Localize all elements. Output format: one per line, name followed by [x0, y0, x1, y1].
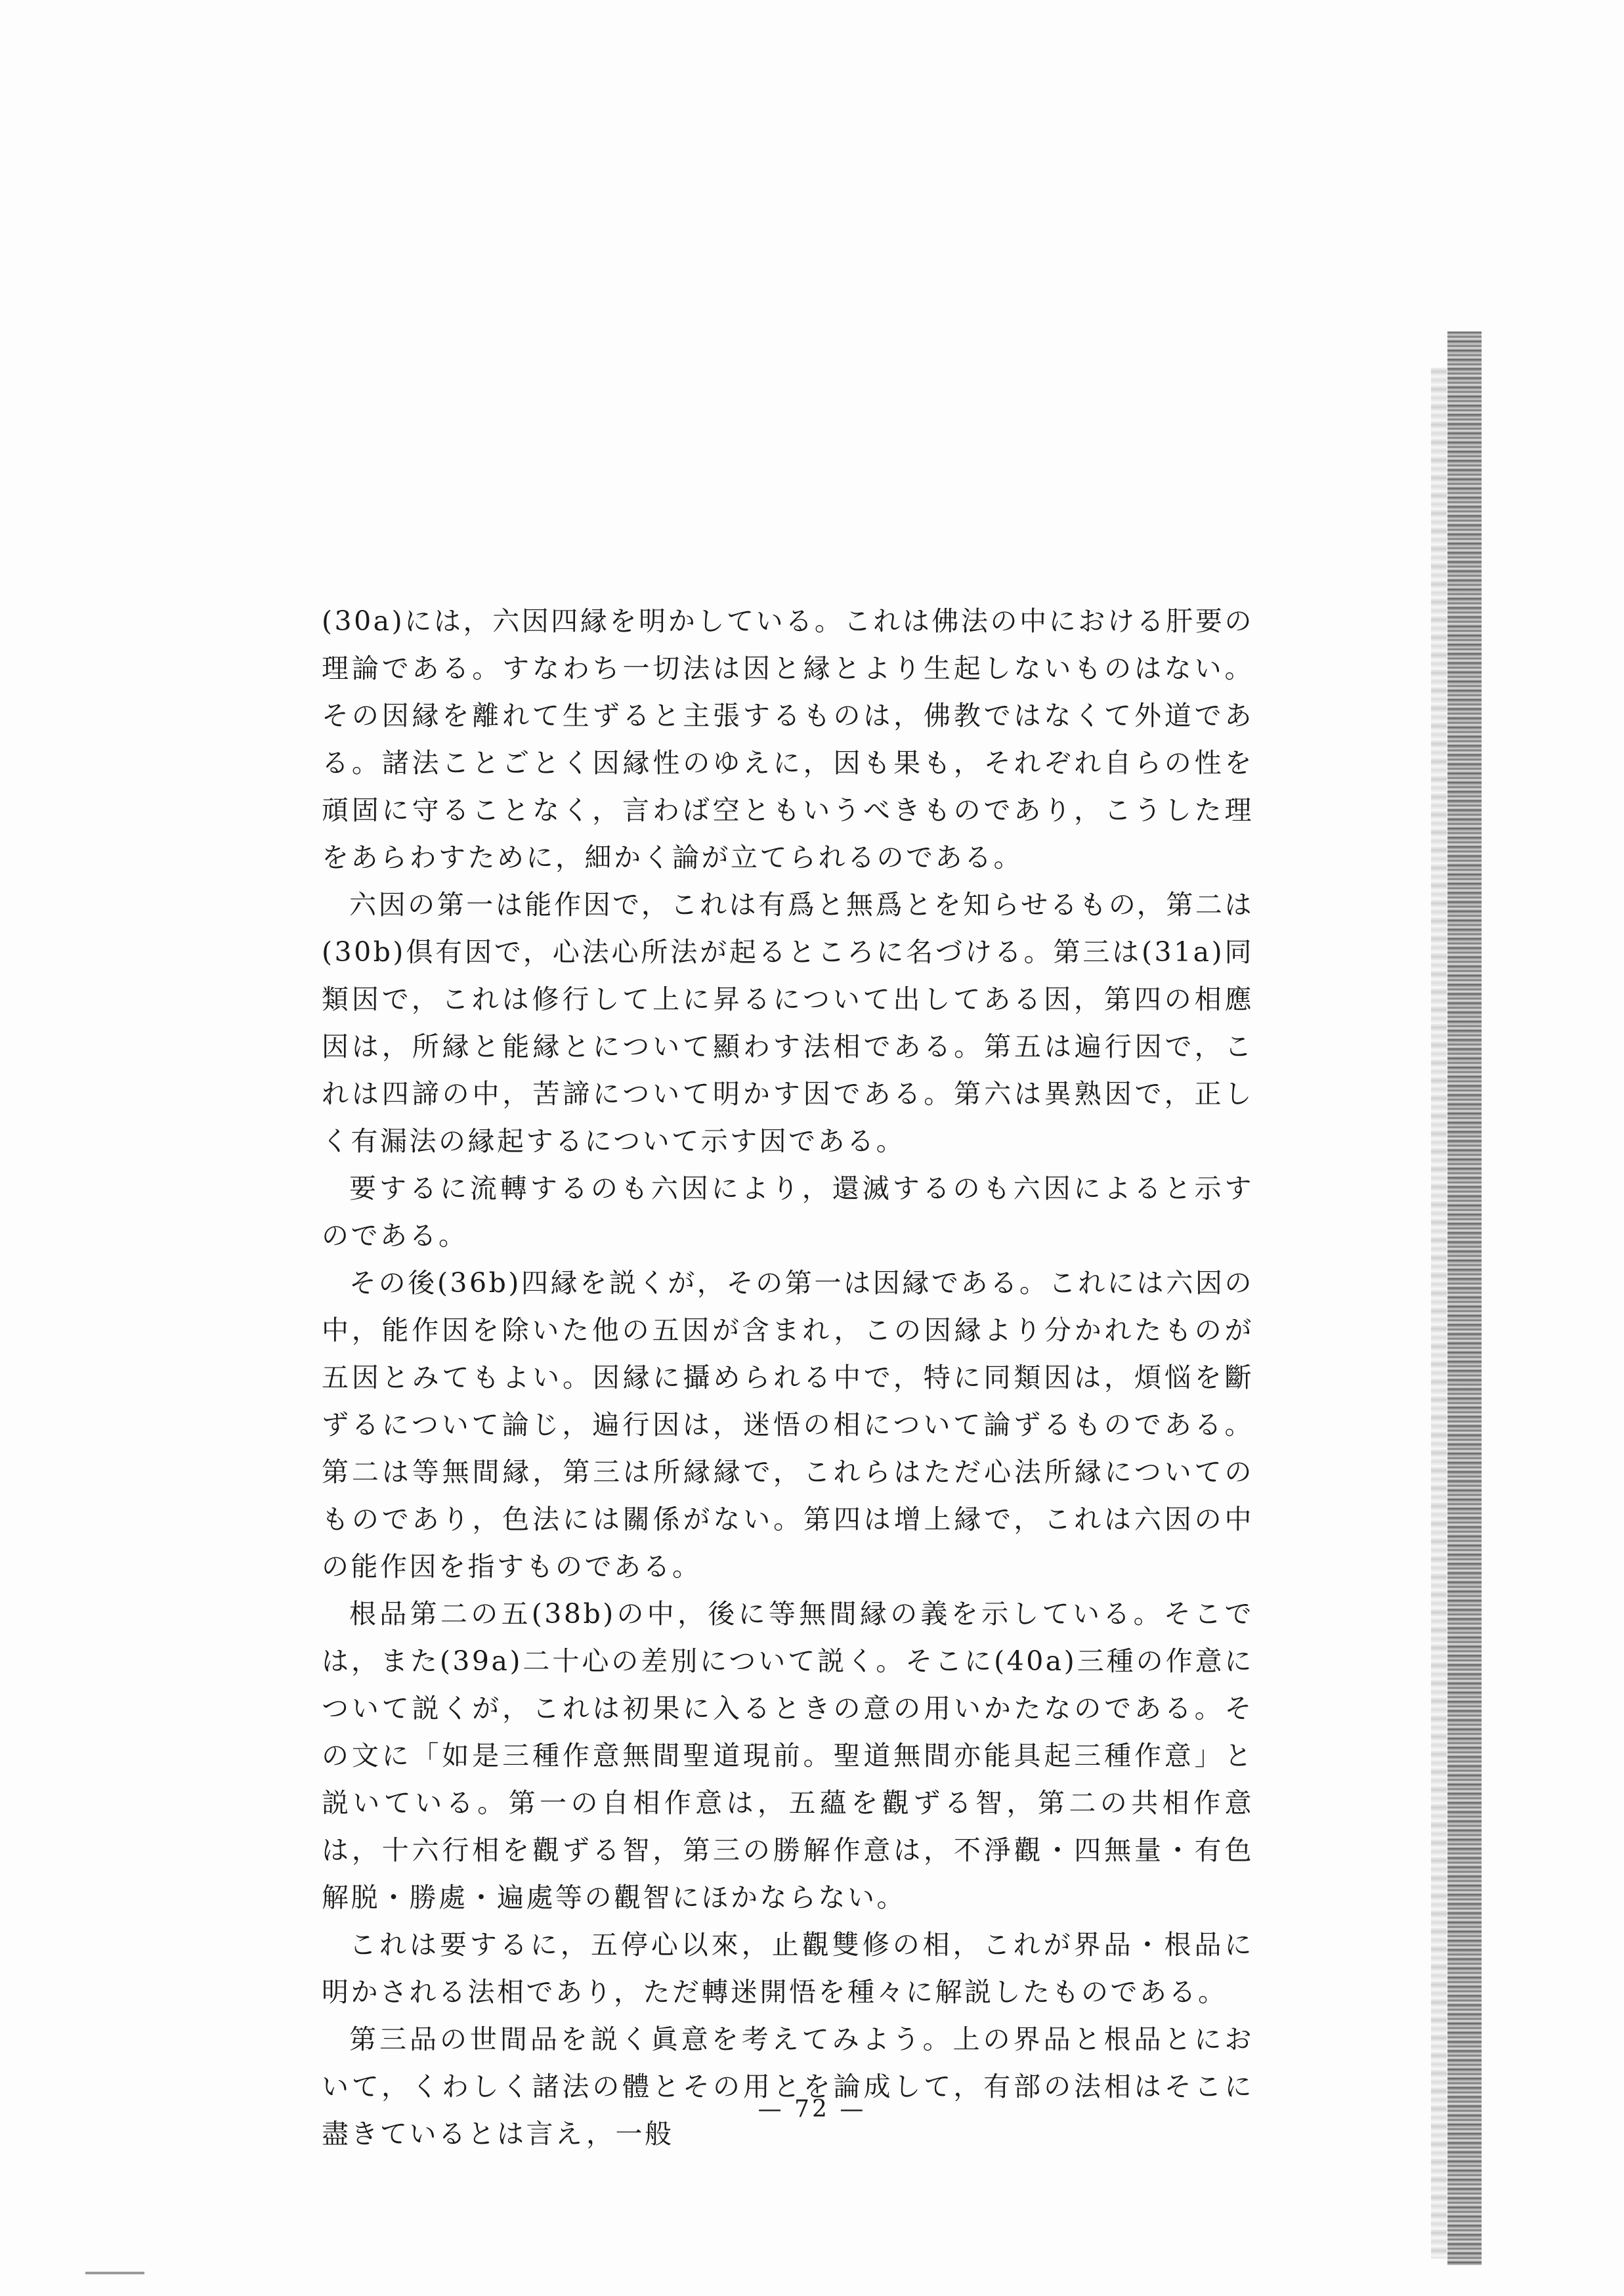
scan-shadow-inner [1431, 368, 1447, 2259]
paragraph-6: これは要するに，五停心以來，止觀雙修の相，これが界品・根品に明かされる法相であり，ただ轉迷開悟を種々に解説したものである。 [322, 1929, 1254, 2008]
paragraph-5: 根品第二の五(38b)の中，後に等無間縁の義を示している。そこでは，また(39a)二十心の差別について説く。そこに(40a)三種の作意について説くが，これは初果に入るときの意の用いかたなのである。その文に「如是三種作意無間聖道現前。聖道無間亦能具起三種作意」と説いている。第一の自相作意は，五蘊を觀ずる智，第二の共相作意は，十六行相を觀ずる智，第三の勝解作意は，不淨觀・四無量・有色解脱・勝處・遍處等の觀智にほかならない。 [322, 1598, 1254, 1913]
paragraph-3: 要するに流轉するのも六因により，還滅するのも六因によると示すのである。 [322, 1173, 1254, 1251]
paragraph-4: その後(36b)四縁を説くが，その第一は因縁である。これには六因の中，能作因を除いた他の五因が含まれ，この因縁より分かれたものが五因とみてもよい。因縁に攝められる中で，特に同類因は，煩悩を斷ずるについて論じ，遍行因は，迷悟の相について論ずるものである。第二は等無間縁，第三は所縁縁で，これらはただ心法所縁についてのものであり，色法には關係がない。第四は增上縁で，これは六因の中の能作因を指すものである。 [322, 1267, 1254, 1582]
page-number: — 72 — [758, 2096, 866, 2123]
scan-mark [85, 2272, 144, 2274]
paragraph-2: 六因の第一は能作因で，これは有爲と無爲とを知らせるもの，第二は(30b)倶有因で，心法心所法が起るところに名づける。第三は(31a)同類因で，これは修行して上に昇るについて出してある因，第四の相應因は，所縁と能縁とについて顯わす法相である。第五は遍行因で，これは四諦の中，苦諦について明かす因である。第六は異熟因で，正しく有漏法の縁起するについて示す因である。 [322, 889, 1254, 1157]
scan-binding-edge [1447, 332, 1482, 2265]
body-text [322, 597, 1254, 2157]
paragraph-1: (30a)には，六因四縁を明かしている。これは佛法の中における肝要の理論である。すなわち一切法は因と縁とより生起しないものはない。その因縁を離れて生ずると主張するものは，佛教ではなくて外道である。諸法ことごとく因縁性のゆえに，因も果も，それぞれ自らの性を頑固に守ることなく，言わば空ともいうべきものであり，こうした理をあらわすために，細かく論が立てられるのである。 [322, 605, 1254, 873]
paragraph-7: 第三品の世間品を説く眞意を考えてみよう。上の界品と根品とにおいて，くわしく諸法の體とその用とを論成して，有部の法相はそこに盡きているとは言え，一般 [322, 2024, 1254, 2150]
